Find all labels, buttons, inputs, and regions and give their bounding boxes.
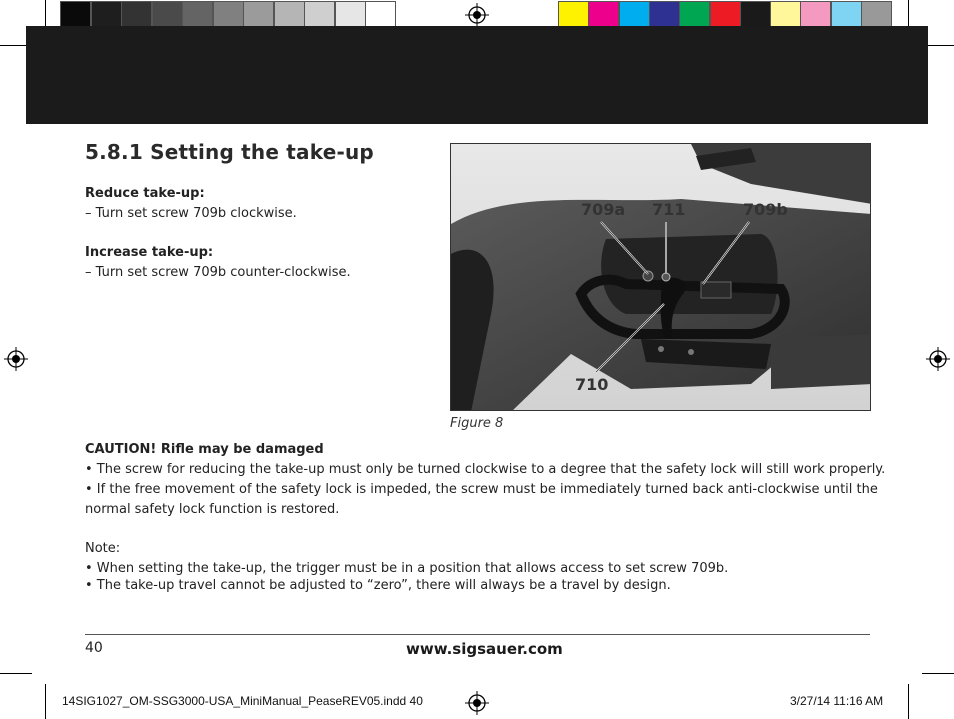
increase-step: – Turn set screw 709b counter-clockwise. bbox=[85, 265, 351, 280]
gray-swatch bbox=[91, 1, 122, 29]
callout-709a: 709a bbox=[581, 200, 626, 219]
gray-swatch bbox=[274, 1, 305, 29]
note-item: • The take-up travel cannot be adjusted to “zero”, there will always be a travel by design. bbox=[85, 578, 671, 593]
crop-mark bbox=[45, 0, 46, 26]
registration-mark-bottom-icon bbox=[465, 691, 489, 715]
crop-mark bbox=[908, 0, 909, 26]
color-swatch bbox=[588, 1, 619, 29]
gray-swatch bbox=[121, 1, 152, 29]
callout-711: 711 bbox=[652, 200, 686, 219]
caution-item-continued: normal safety lock function is restored. bbox=[85, 502, 340, 517]
note-item: • When setting the take-up, the trigger must be in a position that allows access to set screw 709b. bbox=[85, 561, 729, 576]
reduce-step: – Turn set screw 709b clockwise. bbox=[85, 206, 297, 221]
figure-caption: Figure 8 bbox=[450, 416, 504, 431]
color-swatch bbox=[558, 1, 589, 29]
color-swatch bbox=[800, 1, 831, 29]
caution-item: • The screw for reducing the take-up must only be turned clockwise to a degree that the safety lock will still work properly. bbox=[85, 462, 886, 477]
color-swatch bbox=[831, 1, 862, 29]
slug-filename: 14SIG1027_OM-SSG3000-USA_MiniManual_PeaseREV05.indd 40 bbox=[62, 694, 423, 708]
caution-heading: CAUTION! Rifle may be damaged bbox=[85, 442, 324, 457]
gray-swatch bbox=[304, 1, 335, 29]
color-swatch bbox=[770, 1, 801, 29]
registration-mark-top-icon bbox=[465, 3, 489, 27]
callout-709b: 709b bbox=[743, 200, 788, 219]
note-label: Note: bbox=[85, 541, 121, 556]
gray-swatch bbox=[182, 1, 213, 29]
page-number: 40 bbox=[85, 640, 103, 656]
registration-mark-right-icon bbox=[926, 347, 950, 371]
color-swatch bbox=[619, 1, 650, 29]
crop-mark bbox=[45, 684, 46, 719]
callout-710: 710 bbox=[575, 375, 609, 394]
gray-swatch bbox=[243, 1, 274, 29]
gray-swatch bbox=[152, 1, 183, 29]
gray-swatch bbox=[213, 1, 244, 29]
trigger-guard-illustration bbox=[451, 144, 871, 411]
gray-swatch bbox=[335, 1, 366, 29]
crop-mark bbox=[922, 673, 954, 674]
registration-mark-left-icon bbox=[4, 347, 28, 371]
color-swatch bbox=[710, 1, 741, 29]
color-swatch bbox=[861, 1, 892, 29]
crop-mark bbox=[908, 684, 909, 719]
reduce-heading: Reduce take-up: bbox=[85, 186, 205, 201]
color-swatch bbox=[679, 1, 710, 29]
footer-rule bbox=[85, 634, 870, 635]
slug-datetime: 3/27/14 11:16 AM bbox=[790, 694, 884, 708]
color-swatch bbox=[649, 1, 680, 29]
color-swatch bbox=[740, 1, 771, 29]
gray-swatch bbox=[365, 1, 396, 29]
caution-item: • If the free movement of the safety lock is impeded, the screw must be immediately turned back anti-clockwise until the bbox=[85, 482, 878, 497]
section-title: 5.8.1 Setting the take-up bbox=[85, 140, 374, 164]
header-band bbox=[26, 26, 928, 124]
figure-trigger-photo bbox=[450, 143, 871, 411]
website-url[interactable]: www.sigsauer.com bbox=[406, 640, 563, 658]
increase-heading: Increase take-up: bbox=[85, 245, 214, 260]
crop-mark bbox=[0, 673, 32, 674]
gray-swatch bbox=[60, 1, 91, 29]
